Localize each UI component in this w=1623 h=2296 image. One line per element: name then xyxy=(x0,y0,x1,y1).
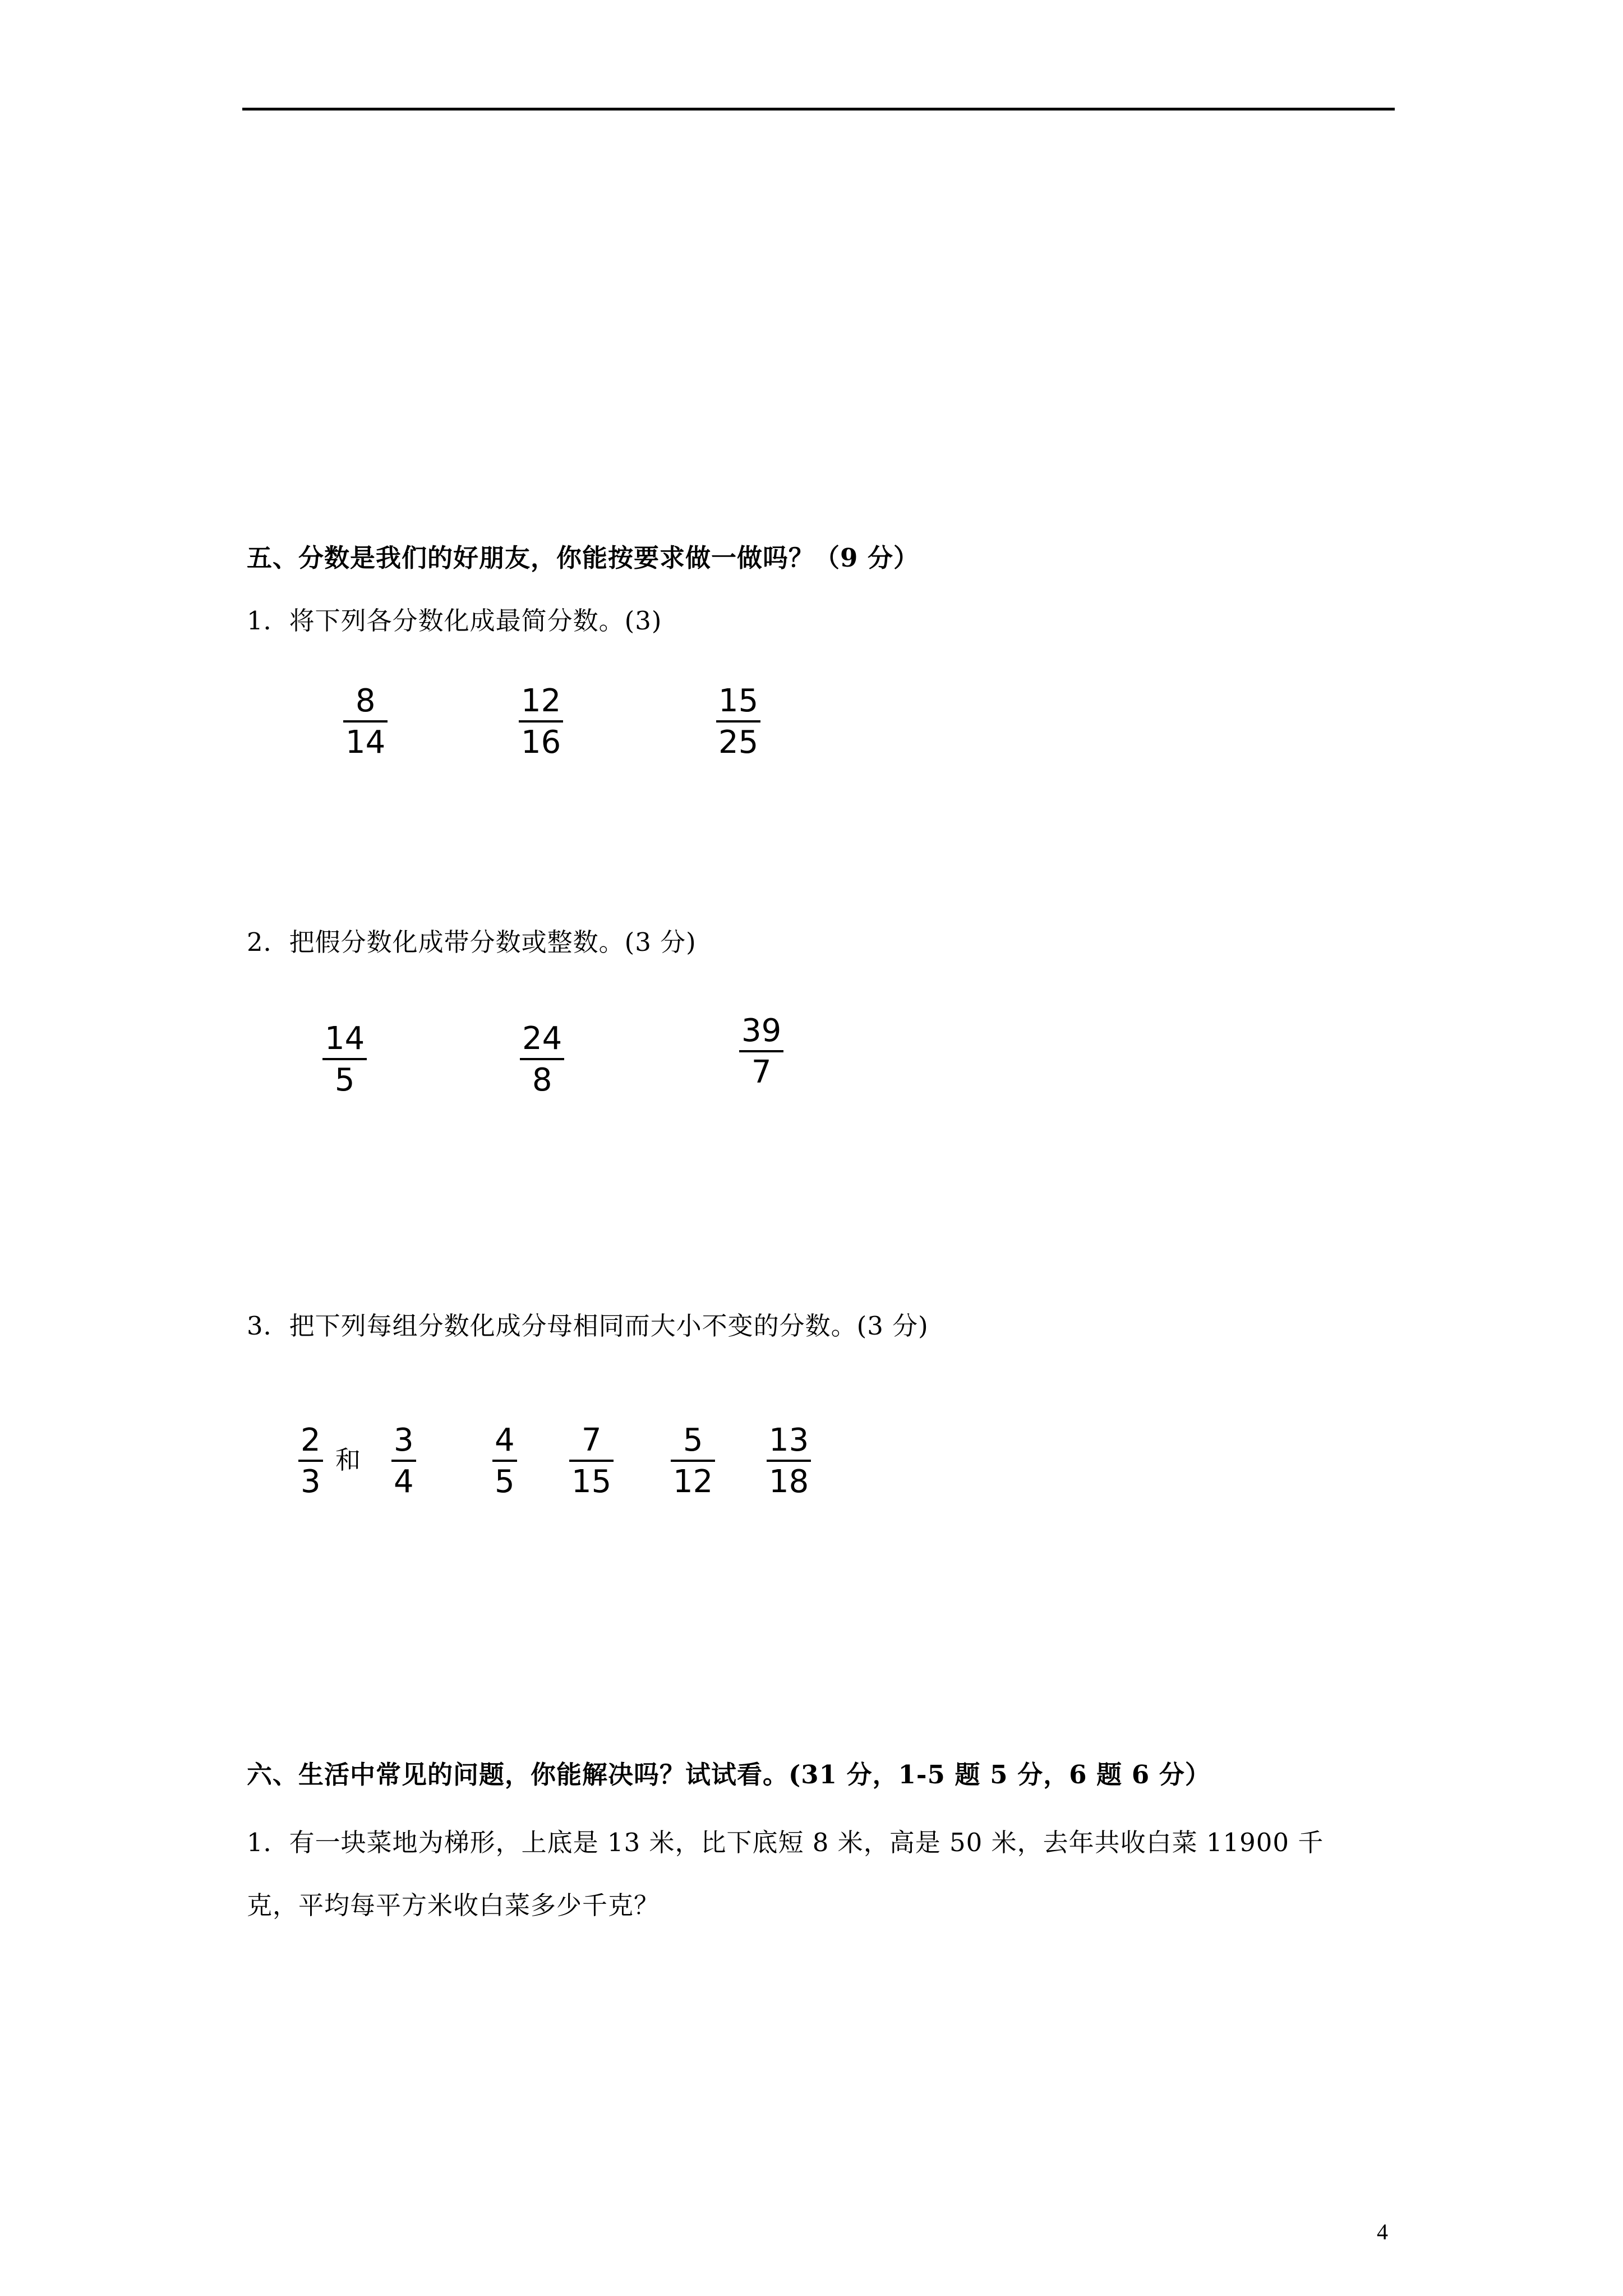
fraction-5-3-e xyxy=(671,1422,715,1500)
fraction-5-2-a xyxy=(322,1020,367,1098)
fraction-5-1-b xyxy=(519,683,563,761)
page-number: 4 xyxy=(1377,2219,1388,2244)
fraction-5-1-c xyxy=(716,683,760,761)
denominator: 18 xyxy=(769,1464,809,1500)
fraction-5-1-a xyxy=(343,683,388,761)
question-5-3: 3．把下列每组分数化成分母相同而大小不变的分数。(3 分) xyxy=(247,1311,929,1341)
section-6-title: 六、生活中常见的问题，你能解决吗？试试看。(31 分，1-5 题 5 分，6 题 6 分） xyxy=(247,1760,1211,1789)
denominator: 12 xyxy=(673,1464,713,1500)
denominator: 8 xyxy=(532,1062,552,1098)
numerator: 7 xyxy=(581,1422,602,1458)
numerator: 13 xyxy=(769,1422,809,1458)
denominator: 25 xyxy=(718,724,759,761)
denominator: 14 xyxy=(345,724,386,761)
numerator: 4 xyxy=(495,1422,515,1458)
numerator: 5 xyxy=(683,1422,703,1458)
denominator: 4 xyxy=(394,1464,414,1500)
denominator: 5 xyxy=(334,1062,355,1098)
denominator: 7 xyxy=(751,1054,772,1091)
section-5-title: 五、分数是我们的好朋友，你能按要求做一做吗？（9 分） xyxy=(247,543,919,573)
denominator: 3 xyxy=(301,1464,321,1500)
fraction-5-3-a xyxy=(298,1422,323,1500)
fraction-5-3-b xyxy=(391,1422,416,1500)
header-rule xyxy=(242,108,1395,111)
question-6-1-line-1: 1．有一块菜地为梯形，上底是 13 米，比下底短 8 米，高是 50 米，去年共收白菜 11900 千 xyxy=(247,1828,1324,1857)
numerator: 39 xyxy=(741,1013,782,1049)
fraction-5-3-d xyxy=(569,1422,614,1500)
numerator: 24 xyxy=(522,1020,562,1057)
numerator: 2 xyxy=(301,1422,321,1458)
fraction-5-2-b xyxy=(520,1020,564,1098)
connector-and: 和 xyxy=(335,1445,361,1475)
denominator: 5 xyxy=(495,1464,515,1500)
numerator: 14 xyxy=(325,1020,365,1057)
question-6-1-line-2: 克，平均每平方米收白菜多少千克？ xyxy=(247,1890,660,1920)
numerator: 8 xyxy=(355,683,376,719)
numerator: 3 xyxy=(394,1422,414,1458)
question-5-1: 1．将下列各分数化成最简分数。(3) xyxy=(247,606,662,636)
question-5-2: 2．把假分数化成带分数或整数。(3 分) xyxy=(247,927,697,957)
numerator: 12 xyxy=(521,683,561,719)
numerator: 15 xyxy=(718,683,759,719)
denominator: 16 xyxy=(521,724,561,761)
fraction-5-3-f xyxy=(767,1422,811,1500)
fraction-5-2-c xyxy=(739,1013,783,1091)
denominator: 15 xyxy=(571,1464,612,1500)
fraction-5-3-c xyxy=(492,1422,517,1500)
